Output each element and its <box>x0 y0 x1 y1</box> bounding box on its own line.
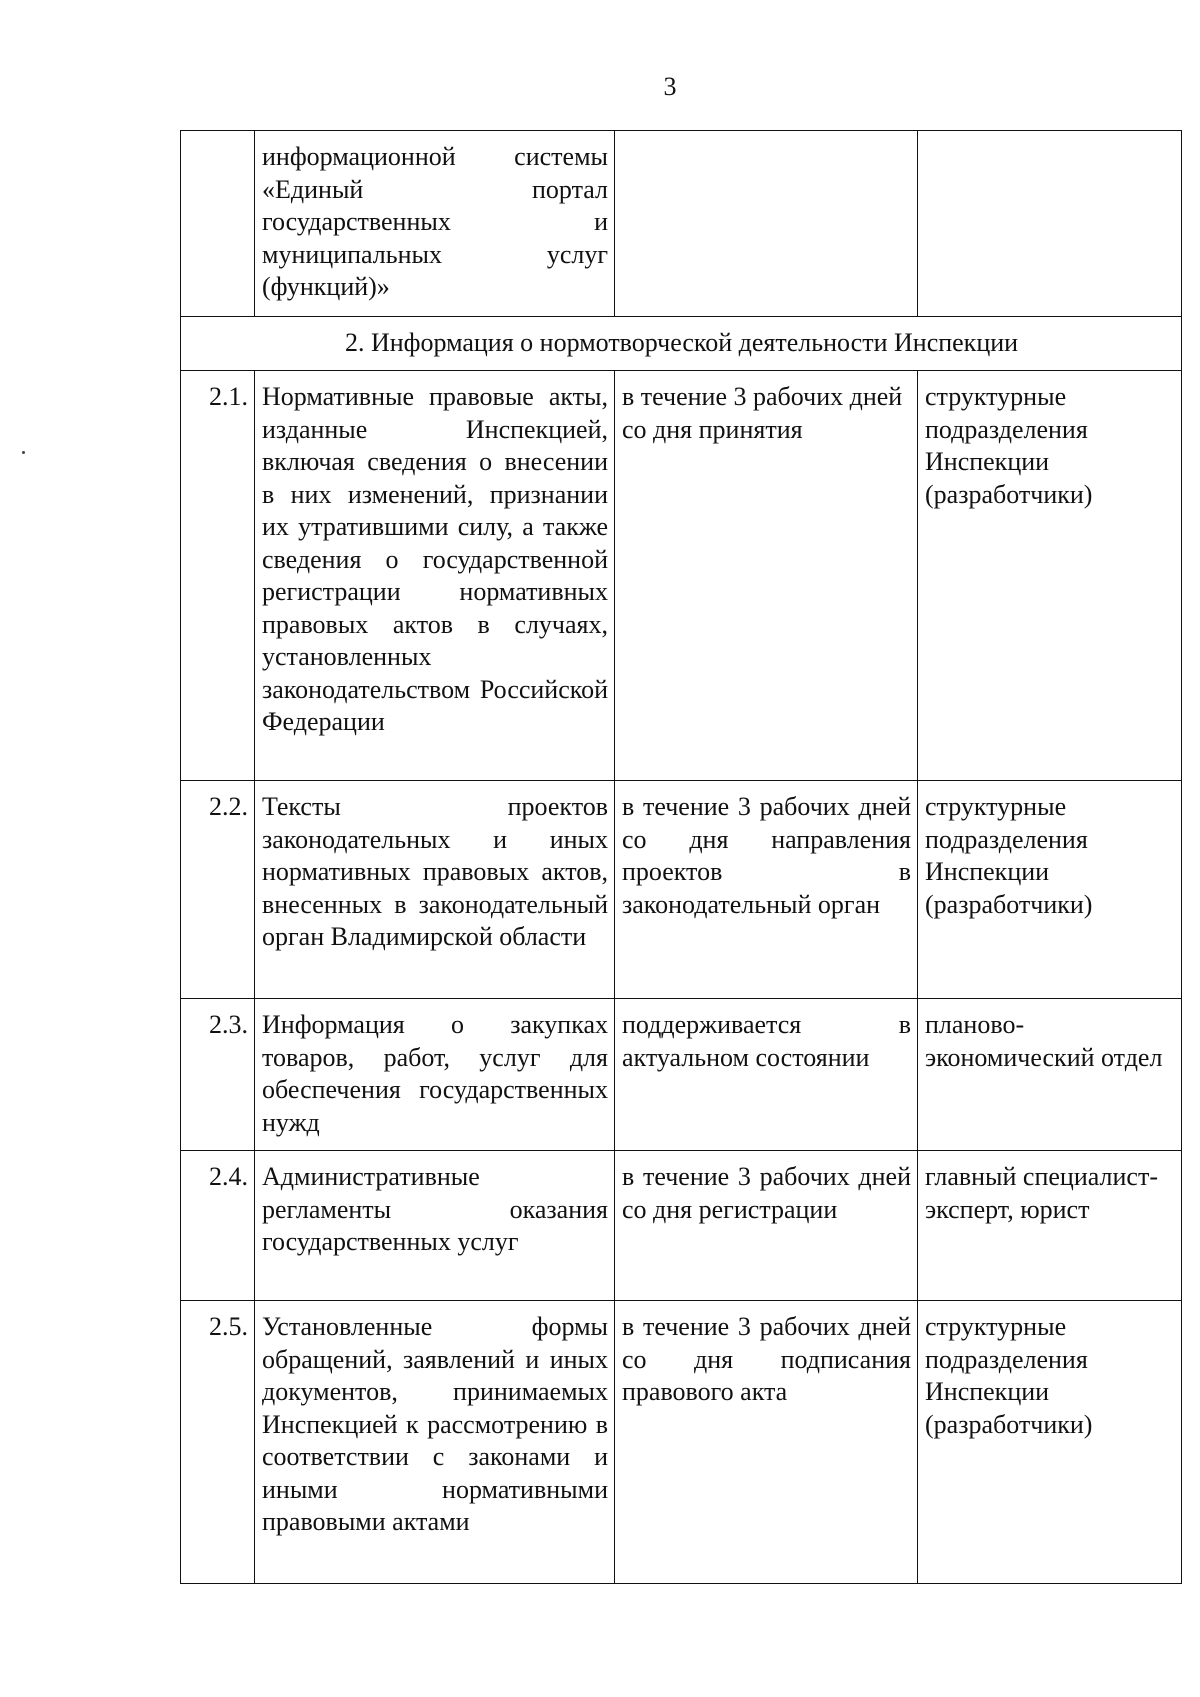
section-title: 2. Информация о нормотворческой деятельности Инспекции <box>181 317 1182 371</box>
table-row <box>181 1151 1182 1301</box>
page-number: 3 <box>663 72 677 101</box>
term-cell: в течение 3 рабочих дней со дня подписания правового акта <box>615 1301 918 1584</box>
row-number: 2.1. <box>181 371 255 781</box>
row-number: 2.5. <box>181 1301 255 1584</box>
info-cell: Нормативные правовые акты, изданные Инспекцией, включая сведения о внесении в них изменений, признании их утратившими силу, а также сведения о государственной регистрации нормативных правовых актов в случаях, установленных законодательством Российской Федерации <box>255 371 615 781</box>
info-cell: Установленные формы обращений, заявлений и иных документов, принимаемых Инспекцией к рассмотрению в соответствии с законами и иными нормативными правовыми актами <box>255 1301 615 1584</box>
section-header-row <box>181 317 1182 371</box>
info-cell: Информация о закупках товаров, работ, услуг для обеспечения государственных нужд <box>255 999 615 1151</box>
row-number: 2.4. <box>181 1151 255 1301</box>
info-cell: Тексты проектов законодательных и иных нормативных правовых актов, внесенных в законодательный орган Владимирской области <box>255 781 615 999</box>
info-cell: Административные регламенты оказания государственных услуг <box>255 1151 615 1301</box>
term-cell: в течение 3 рабочих дней со дня регистрации <box>615 1151 918 1301</box>
table-row <box>181 781 1182 999</box>
info-cell: информационной системы «Единый портал государственных и муниципальных услуг (функций)» <box>255 131 615 317</box>
term-cell <box>615 131 918 317</box>
term-cell: поддерживается в актуальном состоянии <box>615 999 918 1151</box>
table-row <box>181 1301 1182 1584</box>
responsible-cell: структурные подразделения Инспекции (разработчики) <box>918 371 1182 781</box>
responsible-cell <box>918 131 1182 317</box>
responsible-cell: планово-экономический отдел <box>918 999 1182 1151</box>
term-cell: в течение 3 рабочих дней со дня принятия <box>615 371 918 781</box>
scan-speck <box>22 451 25 454</box>
table-row <box>181 999 1182 1151</box>
term-cell: в течение 3 рабочих дней со дня направления проектов в законодательный орган <box>615 781 918 999</box>
row-number <box>181 131 255 317</box>
responsible-cell: структурные подразделения Инспекции (разработчики) <box>918 1301 1182 1584</box>
table-row <box>181 131 1182 317</box>
information-table <box>180 130 1182 1584</box>
row-number: 2.2. <box>181 781 255 999</box>
row-number: 2.3. <box>181 999 255 1151</box>
responsible-cell: главный специалист-эксперт, юрист <box>918 1151 1182 1301</box>
responsible-cell: структурные подразделения Инспекции (разработчики) <box>918 781 1182 999</box>
table-row <box>181 371 1182 781</box>
